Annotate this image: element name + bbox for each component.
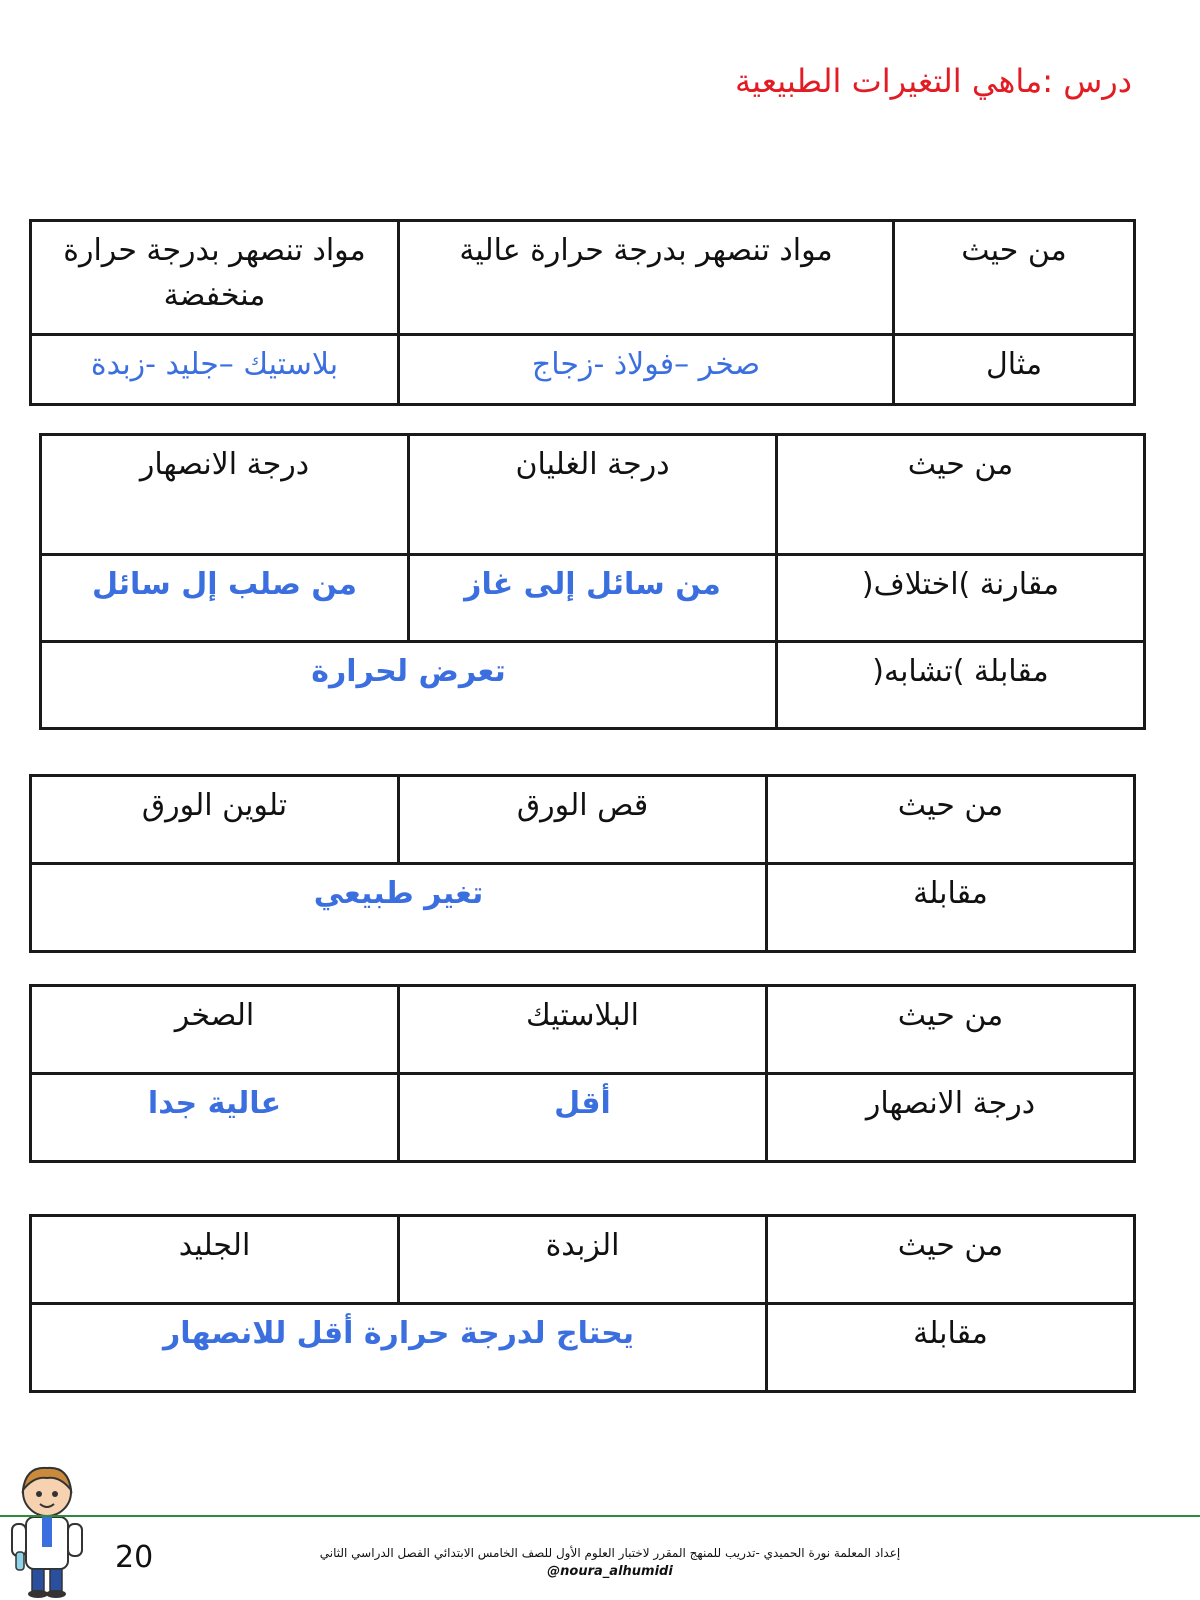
scientist-mascot-icon <box>8 1462 86 1600</box>
table-cell: الزبدة <box>399 1216 767 1304</box>
table-cell: درجة الانصهار <box>767 1074 1135 1162</box>
table-cell: مواد تنصهر بدرجة حرارة عالية <box>399 221 894 335</box>
table-cell: قص الورق <box>399 776 767 864</box>
table-row <box>41 555 1145 642</box>
author-handle: @noura_alhumidi <box>547 1564 673 1579</box>
table-cell: مثال <box>894 335 1135 405</box>
answer-cell: عالية جدا <box>31 1074 399 1162</box>
table-cell: مقارنة )اختلاف( <box>777 555 1145 642</box>
table-cell: تلوين الورق <box>31 776 399 864</box>
answer-cell: بلاستيك –جليد -زبدة <box>31 335 399 405</box>
answer-cell: من صلب إل سائل <box>41 555 409 642</box>
table-cell: من حيث <box>767 1216 1135 1304</box>
table-cell: من حيث <box>777 435 1145 555</box>
table-row <box>31 864 1135 952</box>
table-row <box>31 776 1135 864</box>
table-boiling-melting <box>39 433 1146 730</box>
answer-cell: يحتاج لدرجة حرارة أقل للانصهار <box>31 1304 767 1392</box>
table-melting-materials <box>29 219 1136 406</box>
table-cell: درجة الانصهار <box>41 435 409 555</box>
table-cell: مقابلة <box>767 1304 1135 1392</box>
answer-cell: من سائل إلى غاز <box>409 555 777 642</box>
lesson-title: درس :ماهي التغيرات الطبيعية <box>734 62 1132 100</box>
table-cell: الصخر <box>31 986 399 1074</box>
table-row <box>31 221 1135 335</box>
table-row <box>31 1304 1135 1392</box>
table-row <box>31 1074 1135 1162</box>
table-butter-ice <box>29 1214 1136 1393</box>
answer-cell: تغير طبيعي <box>31 864 767 952</box>
answer-cell: تعرض لحرارة <box>41 642 777 729</box>
table-row <box>31 1216 1135 1304</box>
page-number: 20 <box>115 1540 154 1575</box>
answer-cell: أقل <box>399 1074 767 1162</box>
table-paper-changes <box>29 774 1136 953</box>
table-cell: مواد تنصهر بدرجة حرارة منخفضة <box>31 221 399 335</box>
table-row <box>41 435 1145 555</box>
table-cell: مقابلة )تشابه( <box>777 642 1145 729</box>
table-cell: من حيث <box>767 986 1135 1074</box>
table-cell: الجليد <box>31 1216 399 1304</box>
table-row <box>41 642 1145 729</box>
table-cell: درجة الغليان <box>409 435 777 555</box>
credits-text: إعداد المعلمة نورة الحميدي -تدريب للمنهج المقرر لاختبار العلوم الأول للصف الخامس الابتدائي الفصل الدراسي الثاني <box>319 1546 901 1560</box>
table-row <box>31 986 1135 1074</box>
table-cell: من حيث <box>767 776 1135 864</box>
table-plastic-rock <box>29 984 1136 1163</box>
table-cell: مقابلة <box>767 864 1135 952</box>
table-row <box>31 335 1135 405</box>
table-cell: البلاستيك <box>399 986 767 1074</box>
footer-divider <box>0 1515 1200 1517</box>
table-cell: من حيث <box>894 221 1135 335</box>
footer-credits <box>300 1544 920 1582</box>
answer-cell: صخر –فولاذ -زجاج <box>399 335 894 405</box>
